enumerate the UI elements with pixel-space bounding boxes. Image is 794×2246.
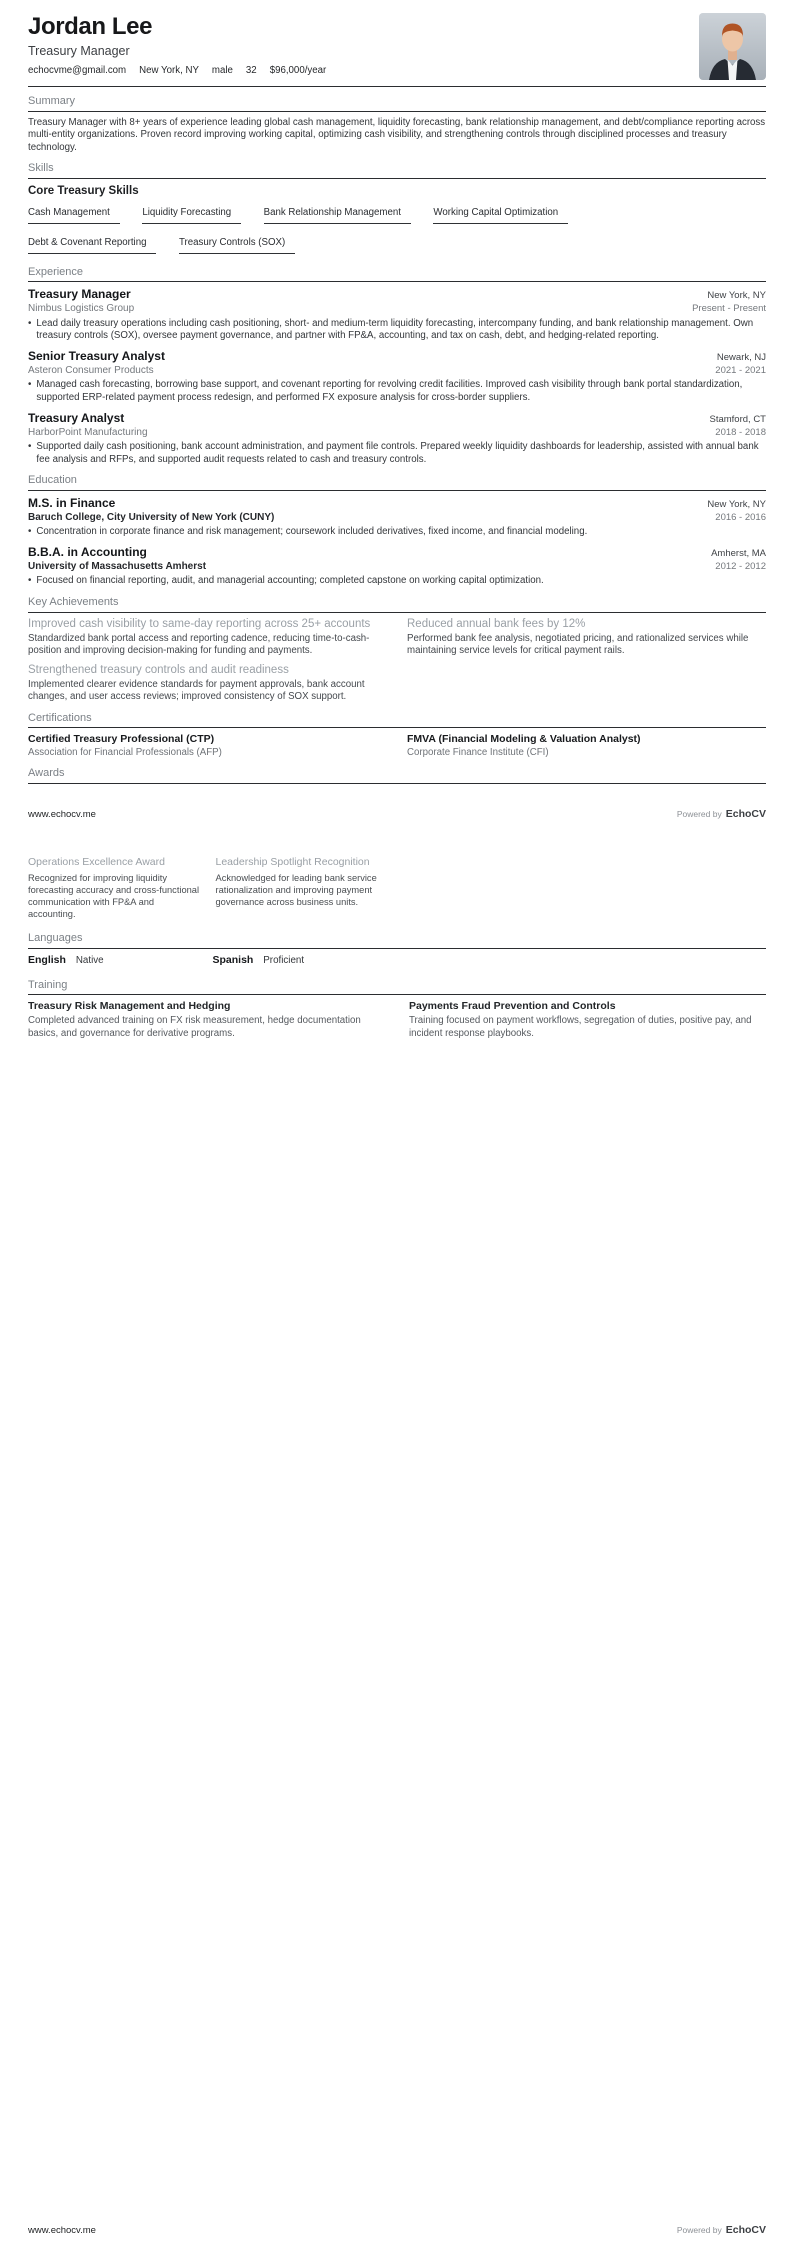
footer-powered bbox=[677, 2224, 766, 2236]
job-location: New York, NY bbox=[707, 290, 766, 302]
education-dates: 2012 - 2012 bbox=[715, 560, 766, 572]
section-certifications bbox=[28, 712, 766, 760]
skill-tag: Cash Management bbox=[28, 207, 120, 224]
section-education bbox=[28, 474, 766, 588]
summary-heading: Summary bbox=[28, 95, 76, 107]
section-training bbox=[28, 979, 766, 1041]
footer-brand-link[interactable]: EchoCV bbox=[725, 2224, 766, 2236]
job-company: Nimbus Logistics Group bbox=[28, 303, 135, 315]
job-bullet-text: Supported daily cash positioning, bank account administration, and payment file controls. Prepared weekly liquidity dashboards for leadership, assisted with annual bank fee analysis and RFPs, and supported audit requests related to cash and treasury controls. bbox=[36, 441, 759, 465]
skill-tag: Debt & Covenant Reporting bbox=[28, 237, 156, 254]
awards-heading: Awards bbox=[28, 767, 65, 780]
education-entry bbox=[28, 545, 766, 588]
bullet-marker bbox=[28, 575, 31, 588]
contact-gender: male bbox=[211, 65, 233, 76]
training-text: Completed advanced training on FX risk measurement, hedge documentation basics, and governance for derivative programs. bbox=[28, 1015, 361, 1039]
person-title: Treasury Manager bbox=[28, 44, 130, 58]
job-company: Asteron Consumer Products bbox=[28, 364, 154, 376]
skills-group-title: Core Treasury Skills bbox=[28, 184, 139, 197]
education-heading: Education bbox=[28, 474, 77, 487]
experience-heading: Experience bbox=[28, 265, 84, 278]
profile-photo bbox=[699, 13, 766, 80]
education-bullet-text: Focused on financial reporting, audit, and managerial accounting; completed capstone on working capital optimization. bbox=[36, 575, 544, 587]
job-bullet-text: Managed cash forecasting, borrowing base support, and covenant reporting for revolving credit facilities. Improved cash visibility through bank portal standardization, supported ERP-related payment process redesign, and performed FX exposure analysis for cross-border suppliers. bbox=[36, 379, 743, 404]
language-level: Native bbox=[75, 954, 104, 966]
degree-title: B.B.A. in Accounting bbox=[28, 544, 147, 559]
training-item bbox=[28, 1000, 385, 1040]
achievement-item bbox=[407, 618, 766, 658]
job-bullet bbox=[28, 318, 766, 343]
job-dates: 2021 - 2021 bbox=[715, 364, 766, 376]
certifications-heading: Certifications bbox=[28, 711, 92, 724]
footer-powered bbox=[677, 808, 766, 820]
resume-header bbox=[28, 13, 766, 87]
certification-name: Certified Treasury Professional (CTP) bbox=[28, 733, 215, 746]
certification-name: FMVA (Financial Modeling & Valuation Analyst) bbox=[407, 733, 641, 746]
training-text: Training focused on payment workflows, segregation of duties, positive pay, and incident response playbooks. bbox=[409, 1015, 752, 1039]
person-name: Jordan Lee bbox=[28, 13, 153, 40]
languages-heading: Languages bbox=[28, 932, 83, 944]
training-item bbox=[409, 1000, 766, 1040]
skill-tag: Liquidity Forecasting bbox=[142, 207, 241, 224]
job-title: Treasury Analyst bbox=[28, 410, 125, 425]
award-title: Operations Excellence Award bbox=[28, 856, 165, 868]
school-name: University of Massachusetts Amherst bbox=[28, 560, 207, 572]
training-title: Treasury Risk Management and Hedging bbox=[28, 1000, 231, 1012]
education-location: Amherst, MA bbox=[711, 547, 766, 559]
page-footer bbox=[28, 808, 766, 820]
job-entry bbox=[28, 349, 766, 405]
bullet-marker bbox=[28, 318, 31, 343]
achievement-title: Reduced annual bank fees by 12% bbox=[407, 617, 586, 630]
job-location: Stamford, CT bbox=[709, 413, 766, 425]
achievements-heading: Key Achievements bbox=[28, 596, 119, 609]
footer-powered-label: Powered by bbox=[676, 2225, 722, 2235]
award-item bbox=[216, 856, 392, 920]
job-location: Newark, NJ bbox=[716, 351, 766, 363]
certification-item bbox=[407, 733, 766, 759]
language-item bbox=[28, 954, 213, 967]
award-text: Recognized for improving liquidity forecasting accuracy and cross-functional communication with FP&A and accounting. bbox=[28, 873, 200, 919]
page-footer bbox=[28, 2224, 766, 2236]
page-1 bbox=[0, 0, 794, 830]
section-divider bbox=[28, 783, 766, 784]
section-summary bbox=[28, 95, 766, 154]
award-text: Acknowledged for leading bank service rationalization and improving payment governance across business units. bbox=[215, 873, 377, 907]
job-entry bbox=[28, 287, 766, 343]
footer-site-link[interactable]: www.echocv.me bbox=[28, 2225, 96, 2236]
contact-email: echocvme@gmail.com bbox=[28, 65, 127, 76]
achievement-item bbox=[28, 664, 387, 704]
section-divider bbox=[28, 490, 766, 491]
language-name: Spanish bbox=[212, 953, 254, 966]
award-title: Leadership Spotlight Recognition bbox=[215, 856, 370, 868]
summary-text: Treasury Manager with 8+ years of experience leading global cash management, liquidity forecasting, bank relationship management, and debt/compliance reporting across multi-entity organizations. Proven record improving working capital, optimizing cash visibility, and strengthening controls through disciplined processes and treasury technology. bbox=[28, 116, 766, 153]
certification-issuer: Corporate Finance Institute (CFI) bbox=[407, 747, 549, 759]
language-item bbox=[213, 954, 398, 967]
training-heading: Training bbox=[28, 978, 68, 991]
contact-age: 32 bbox=[245, 65, 257, 76]
skill-tag: Treasury Controls (SOX) bbox=[179, 237, 295, 254]
education-entry bbox=[28, 496, 766, 539]
page-2 bbox=[0, 830, 794, 2246]
job-company: HarborPoint Manufacturing bbox=[28, 426, 148, 438]
contact-location: New York, NY bbox=[139, 65, 199, 76]
section-skills bbox=[28, 162, 766, 258]
education-bullet-text: Concentration in corporate finance and risk management; coursework included derivatives, fixed income, and financial modeling. bbox=[36, 526, 588, 538]
awards-items bbox=[28, 856, 766, 920]
certification-item bbox=[28, 733, 387, 759]
footer-powered-label: Powered by bbox=[676, 809, 722, 819]
achievement-text: Implemented clearer evidence standards for payment approvals, bank account changes, and user access reviews; improved consistency of SOX support. bbox=[28, 678, 365, 703]
section-divider bbox=[28, 281, 766, 282]
section-achievements bbox=[28, 596, 766, 704]
footer-brand-link[interactable]: EchoCV bbox=[725, 808, 766, 820]
skills-row-1 bbox=[28, 202, 766, 228]
skills-heading: Skills bbox=[28, 162, 54, 175]
bullet-marker bbox=[28, 441, 31, 466]
skills-row-2 bbox=[28, 232, 766, 258]
degree-title: M.S. in Finance bbox=[28, 495, 116, 510]
achievement-title: Improved cash visibility to same-day reporting across 25+ accounts bbox=[28, 617, 371, 630]
contact-row bbox=[28, 65, 766, 77]
section-divider bbox=[28, 178, 766, 179]
education-location: New York, NY bbox=[707, 498, 766, 510]
skill-tag: Working Capital Optimization bbox=[433, 207, 568, 224]
avatar-illustration bbox=[699, 13, 766, 80]
education-bullet bbox=[28, 575, 766, 588]
achievement-text: Performed bank fee analysis, negotiated pricing, and rationalized services while maintaining service levels for critical payment rails. bbox=[407, 632, 749, 657]
header-divider bbox=[28, 86, 766, 87]
certification-issuer: Association for Financial Professionals (AFP) bbox=[28, 747, 222, 759]
job-dates: 2018 - 2018 bbox=[715, 426, 766, 438]
bullet-marker bbox=[28, 526, 31, 539]
section-experience bbox=[28, 266, 766, 467]
job-entry bbox=[28, 411, 766, 467]
section-awards-heading bbox=[28, 767, 766, 784]
education-dates: 2016 - 2016 bbox=[715, 511, 766, 523]
language-name: English bbox=[28, 953, 66, 966]
school-name: Baruch College, City University of New York (CUNY) bbox=[28, 511, 275, 523]
achievement-text: Standardized bank portal access and reporting cadence, reducing time-to-cash-position and improving decision-making for funding and payments. bbox=[28, 632, 370, 657]
contact-salary: $96,000/year bbox=[269, 65, 327, 76]
section-divider bbox=[28, 994, 766, 995]
section-divider bbox=[28, 612, 766, 613]
section-divider bbox=[28, 111, 766, 112]
bullet-marker bbox=[28, 379, 31, 404]
section-languages bbox=[28, 932, 766, 967]
job-bullet bbox=[28, 441, 766, 466]
job-bullet bbox=[28, 379, 766, 404]
job-title: Treasury Manager bbox=[28, 287, 131, 302]
skill-tag: Bank Relationship Management bbox=[264, 207, 411, 224]
footer-site-link[interactable]: www.echocv.me bbox=[28, 809, 96, 820]
achievement-item bbox=[28, 618, 387, 658]
section-divider bbox=[28, 948, 766, 949]
education-bullet bbox=[28, 526, 766, 539]
job-bullet-text: Lead daily treasury operations including cash positioning, short- and medium-term liquidity forecasting, intercompany funding, and bank relationship management. Own treasury controls (SOX), oversee payment governance, and partner with FP&A, accounting, and tax on cash, debt, and hedging-related reporting. bbox=[36, 317, 754, 342]
award-item bbox=[28, 856, 204, 920]
job-title: Senior Treasury Analyst bbox=[28, 348, 165, 363]
section-divider bbox=[28, 727, 766, 728]
achievement-title: Strengthened treasury controls and audit readiness bbox=[28, 663, 289, 676]
job-dates: Present - Present bbox=[692, 303, 766, 315]
training-title: Payments Fraud Prevention and Controls bbox=[409, 1000, 616, 1012]
language-level: Proficient bbox=[263, 954, 305, 966]
